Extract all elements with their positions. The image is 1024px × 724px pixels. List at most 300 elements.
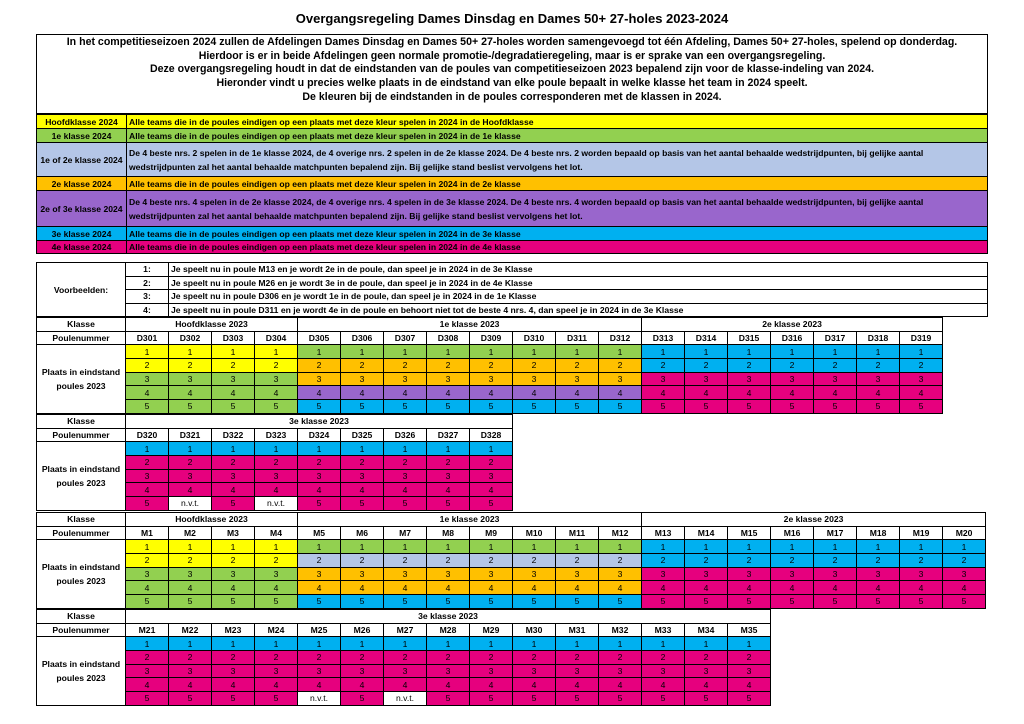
plaats-cell: 2 <box>212 554 255 568</box>
plaats-cell: 1 <box>900 540 943 554</box>
plaats-row <box>37 595 986 609</box>
plaats-cell: 5 <box>728 692 771 706</box>
plaats-cell: 4 <box>728 581 771 595</box>
plaats-cell: 4 <box>685 678 728 692</box>
legend-label: 3e klasse 2024 <box>37 227 127 241</box>
plaats-cell: 1 <box>728 540 771 554</box>
plaats-cell: 4 <box>900 581 943 595</box>
poule-number: M17 <box>814 526 857 540</box>
plaats-cell: 5 <box>642 400 685 414</box>
plaats-cell: 2 <box>728 359 771 373</box>
plaats-cell: 4 <box>169 678 212 692</box>
plaats-cell: 5 <box>771 595 814 609</box>
plaats-cell: 3 <box>341 372 384 386</box>
plaats-cell: 1 <box>685 637 728 651</box>
plaats-cell: 4 <box>126 581 169 595</box>
plaats-cell: 2 <box>298 554 341 568</box>
plaats-cell: 4 <box>642 581 685 595</box>
plaats-cell: 4 <box>513 386 556 400</box>
legend-label: 2e of 3e klasse 2024 <box>37 191 127 227</box>
poule-number: D318 <box>857 331 900 345</box>
legend-row <box>37 129 988 143</box>
poule-number: D306 <box>341 331 384 345</box>
plaats-cell: 2 <box>341 554 384 568</box>
plaats-cell: 3 <box>513 567 556 581</box>
plaats-cell: 4 <box>513 678 556 692</box>
plaats-cell: 4 <box>298 483 341 497</box>
plaats-cell: 3 <box>814 567 857 581</box>
plaats-cell: 1 <box>642 637 685 651</box>
plaats-cell: 5 <box>126 595 169 609</box>
plaats-cell: 2 <box>384 651 427 665</box>
plaats-cell: 1 <box>642 345 685 359</box>
klasse-group-header: 3e klasse 2023 <box>126 610 771 624</box>
plaats-cell: 1 <box>470 540 513 554</box>
plaats-cell: 1 <box>169 442 212 456</box>
plaats-cell: 4 <box>298 581 341 595</box>
plaats-cell: 3 <box>298 567 341 581</box>
plaats-cell: 3 <box>728 567 771 581</box>
poule-number: D308 <box>427 331 470 345</box>
plaats-cell: 3 <box>771 372 814 386</box>
plaats-cell: 4 <box>212 483 255 497</box>
poule-number: M29 <box>470 623 513 637</box>
plaats-cell: 3 <box>126 664 169 678</box>
plaats-cell: 1 <box>814 345 857 359</box>
plaats-cell: 4 <box>470 483 513 497</box>
plaats-cell: 4 <box>169 581 212 595</box>
klasse-row <box>37 610 771 624</box>
plaats-cell: 1 <box>212 442 255 456</box>
plaats-cell: 5 <box>470 595 513 609</box>
plaats-cell: 2 <box>169 651 212 665</box>
plaats-cell: 2 <box>341 651 384 665</box>
plaats-cell: 3 <box>169 664 212 678</box>
poule-number: D310 <box>513 331 556 345</box>
plaats-cell: 4 <box>126 386 169 400</box>
plaats-cell: 4 <box>556 581 599 595</box>
plaats-cell: 3 <box>900 567 943 581</box>
plaats-cell: 5 <box>298 400 341 414</box>
poule-number: M8 <box>427 526 470 540</box>
plaats-cell: 1 <box>255 442 298 456</box>
plaats-cell: 4 <box>298 386 341 400</box>
plaats-cell: 4 <box>685 386 728 400</box>
poule-number: M4 <box>255 526 298 540</box>
plaats-row <box>37 664 771 678</box>
legend-label: Hoofdklasse 2024 <box>37 115 127 129</box>
plaats-row <box>37 400 943 414</box>
plaats-cell: 3 <box>255 567 298 581</box>
poule-table <box>36 512 986 609</box>
plaats-cell: 3 <box>212 372 255 386</box>
plaats-cell: 1 <box>685 540 728 554</box>
plaats-cell: 2 <box>427 554 470 568</box>
plaats-cell: 5 <box>857 595 900 609</box>
legend-text: Alle teams die in de poules eindigen op een plaats met deze kleur spelen in 2024 in de 1e klasse <box>127 129 988 143</box>
poule-table <box>36 609 771 706</box>
plaats-cell: 5 <box>298 497 341 511</box>
plaats-cell: 1 <box>341 442 384 456</box>
legend-row <box>37 227 988 241</box>
plaats-cell: 5 <box>513 595 556 609</box>
poule-number: D311 <box>556 331 599 345</box>
plaats-cell: 4 <box>642 386 685 400</box>
legend-label: 1e of 2e klasse 2024 <box>37 143 127 177</box>
poule-number: M3 <box>212 526 255 540</box>
plaats-cell: 1 <box>341 637 384 651</box>
plaats-cell: 4 <box>728 386 771 400</box>
poule-number: M22 <box>169 623 212 637</box>
plaats-cell: 2 <box>255 456 298 470</box>
plaats-cell: 2 <box>728 554 771 568</box>
plaats-cell: 2 <box>513 359 556 373</box>
plaats-cell: 5 <box>599 692 642 706</box>
plaats-cell: 5 <box>685 595 728 609</box>
plaats-cell: 2 <box>814 554 857 568</box>
plaats-label: Plaats in eindstand poules 2023 <box>37 345 126 413</box>
plaats-cell: 1 <box>298 540 341 554</box>
poule-number: M6 <box>341 526 384 540</box>
legend-label: 2e klasse 2024 <box>37 177 127 191</box>
plaats-cell: 5 <box>642 692 685 706</box>
plaats-cell: 4 <box>212 581 255 595</box>
plaats-cell: 5 <box>341 595 384 609</box>
plaats-cell: 2 <box>556 359 599 373</box>
plaats-label: Plaats in eindstand poules 2023 <box>37 442 126 510</box>
plaats-cell: 2 <box>126 456 169 470</box>
plaats-cell: 1 <box>384 345 427 359</box>
plaats-cell: 5 <box>556 400 599 414</box>
plaats-row <box>37 567 986 581</box>
klasse-row <box>37 318 943 332</box>
plaats-cell: 2 <box>900 359 943 373</box>
plaats-cell: 5 <box>857 400 900 414</box>
plaats-cell: 3 <box>298 372 341 386</box>
plaats-cell: 3 <box>384 664 427 678</box>
poule-number: D323 <box>255 428 298 442</box>
plaats-cell: 3 <box>384 372 427 386</box>
klasse-group-header: 1e klasse 2023 <box>298 513 642 527</box>
plaats-cell: 4 <box>384 678 427 692</box>
example-row <box>37 263 988 277</box>
plaats-cell: 1 <box>857 540 900 554</box>
plaats-cell: 4 <box>771 386 814 400</box>
plaats-cell: 5 <box>728 400 771 414</box>
plaats-cell: 2 <box>814 359 857 373</box>
poule-number: M5 <box>298 526 341 540</box>
plaats-cell: 1 <box>298 637 341 651</box>
plaats-cell: 1 <box>470 345 513 359</box>
plaats-cell: 4 <box>255 483 298 497</box>
plaats-row <box>37 637 771 651</box>
poule-number: M35 <box>728 623 771 637</box>
plaats-cell: 2 <box>513 554 556 568</box>
poule-number: D324 <box>298 428 341 442</box>
plaats-cell: 2 <box>470 456 513 470</box>
poule-number: M10 <box>513 526 556 540</box>
poule-number: M31 <box>556 623 599 637</box>
poule-number: M19 <box>900 526 943 540</box>
plaats-cell: 2 <box>900 554 943 568</box>
plaats-cell: 2 <box>212 651 255 665</box>
klasse-label: Klasse <box>37 610 126 624</box>
plaats-cell: 5 <box>212 692 255 706</box>
plaats-cell: 3 <box>341 664 384 678</box>
plaats-cell: 5 <box>943 595 986 609</box>
plaats-cell: 5 <box>900 595 943 609</box>
plaats-cell: 3 <box>470 372 513 386</box>
plaats-row <box>37 651 771 665</box>
plaats-cell: 1 <box>126 540 169 554</box>
plaats-cell: 1 <box>126 442 169 456</box>
example-row <box>37 303 988 317</box>
plaats-cell: 3 <box>857 567 900 581</box>
intro-line: Hieronder vindt u precies welke plaats in de eindstand van elke poule bepaalt in welke klasse het team in 2024 speelt. <box>216 77 808 90</box>
plaats-cell: 5 <box>384 595 427 609</box>
plaats-cell: 1 <box>943 540 986 554</box>
plaats-cell: 4 <box>169 483 212 497</box>
poule-number: D315 <box>728 331 771 345</box>
plaats-cell: 5 <box>126 692 169 706</box>
poule-number: M23 <box>212 623 255 637</box>
example-number: 3: <box>126 290 169 304</box>
plaats-cell: 1 <box>427 442 470 456</box>
plaats-cell: 4 <box>427 581 470 595</box>
plaats-cell: 2 <box>685 554 728 568</box>
plaats-cell: 1 <box>341 345 384 359</box>
plaats-cell: 2 <box>126 554 169 568</box>
plaats-cell: 4 <box>341 678 384 692</box>
poule-number: D317 <box>814 331 857 345</box>
poulenummer-row <box>37 428 513 442</box>
plaats-cell: 1 <box>685 345 728 359</box>
plaats-cell: 3 <box>384 567 427 581</box>
intro-line: De kleuren bij de eindstanden in de poules corresponderen met de klassen in 2024. <box>302 90 722 103</box>
plaats-cell: 3 <box>255 664 298 678</box>
plaats-cell: 2 <box>169 554 212 568</box>
legend-row <box>37 177 988 191</box>
plaats-cell: 4 <box>470 386 513 400</box>
poule-number: M21 <box>126 623 169 637</box>
plaats-cell: 4 <box>341 483 384 497</box>
plaats-cell: 4 <box>427 386 470 400</box>
plaats-cell: 5 <box>427 400 470 414</box>
plaats-cell: 2 <box>685 359 728 373</box>
plaats-cell: 1 <box>642 540 685 554</box>
plaats-cell: 2 <box>599 651 642 665</box>
plaats-cell: 3 <box>298 664 341 678</box>
plaats-cell: 3 <box>556 372 599 386</box>
legend-text: De 4 beste nrs. 2 spelen in de 1e klasse 2024, de 4 overige nrs. 2 spelen in de 2e klasse 2024. De 4 beste nrs. 2 worden bepaald op basis van het aantal behaalde wedstrijdpunten, bij gelijke aantal wedstrijdpunten zal het aantal behaalde matchpunten bepalend zijn. Bij gelijke stand beslist vervolgens het lot. <box>127 143 988 177</box>
legend-label: 4e klasse 2024 <box>37 241 127 254</box>
klasse-row <box>37 415 513 429</box>
plaats-row <box>37 678 771 692</box>
plaats-cell: 3 <box>685 372 728 386</box>
plaats-cell: 2 <box>427 456 470 470</box>
intro-box <box>36 34 988 114</box>
plaats-cell: 4 <box>169 386 212 400</box>
plaats-cell: 3 <box>943 567 986 581</box>
plaats-cell: 3 <box>212 469 255 483</box>
plaats-cell: 3 <box>599 664 642 678</box>
poule-number: M30 <box>513 623 556 637</box>
plaats-cell: 2 <box>857 554 900 568</box>
plaats-cell: 2 <box>642 554 685 568</box>
plaats-cell: 3 <box>384 469 427 483</box>
plaats-cell: 3 <box>642 664 685 678</box>
plaats-cell: 2 <box>513 651 556 665</box>
plaats-cell: 2 <box>341 359 384 373</box>
plaats-cell: 4 <box>384 386 427 400</box>
legend-table <box>36 114 988 254</box>
plaats-cell: 1 <box>384 637 427 651</box>
plaats-row <box>37 540 986 554</box>
plaats-cell: 5 <box>513 692 556 706</box>
plaats-cell: 3 <box>212 664 255 678</box>
plaats-label: Plaats in eindstand poules 2023 <box>37 637 126 705</box>
plaats-cell: 3 <box>470 469 513 483</box>
poule-number: M2 <box>169 526 212 540</box>
plaats-row <box>37 581 986 595</box>
legend-row <box>37 241 988 254</box>
plaats-cell: 3 <box>169 567 212 581</box>
plaats-cell: 5 <box>470 497 513 511</box>
plaats-cell: n.v.t. <box>384 692 427 706</box>
poulenummer-label: Poulenummer <box>37 428 126 442</box>
plaats-cell: 2 <box>341 456 384 470</box>
plaats-cell: 2 <box>857 359 900 373</box>
plaats-cell: 5 <box>384 400 427 414</box>
plaats-cell: 4 <box>857 386 900 400</box>
plaats-cell: 4 <box>814 386 857 400</box>
plaats-cell: 1 <box>556 637 599 651</box>
legend-row <box>37 191 988 227</box>
plaats-cell: 1 <box>470 637 513 651</box>
plaats-cell: 5 <box>513 400 556 414</box>
plaats-row <box>37 442 513 456</box>
poule-number: D305 <box>298 331 341 345</box>
klasse-label: Klasse <box>37 513 126 527</box>
plaats-cell: 2 <box>642 359 685 373</box>
plaats-cell: 2 <box>771 359 814 373</box>
poule-number: D301 <box>126 331 169 345</box>
plaats-cell: 1 <box>384 540 427 554</box>
example-number: 4: <box>126 303 169 317</box>
examples-label: Voorbeelden: <box>37 263 126 317</box>
plaats-cell: 2 <box>255 651 298 665</box>
poule-number: M28 <box>427 623 470 637</box>
plaats-cell: 4 <box>814 581 857 595</box>
plaats-cell: 3 <box>341 567 384 581</box>
intro-line: In het competitieseizoen 2024 zullen de Afdelingen Dames Dinsdag en Dames 50+ 27-holes worden samengevoegd tot één Afdeling, Dames 50+ 27-holes, spelend op donderdag. <box>66 36 958 48</box>
plaats-cell: 3 <box>126 372 169 386</box>
plaats-cell: 5 <box>126 400 169 414</box>
legend-row <box>37 143 988 177</box>
legend-text: Alle teams die in de poules eindigen op een plaats met deze kleur spelen in 2024 in de 3e klasse <box>127 227 988 241</box>
poulenummer-row <box>37 331 943 345</box>
plaats-cell: 2 <box>169 456 212 470</box>
poule-number: M34 <box>685 623 728 637</box>
poule-number: D304 <box>255 331 298 345</box>
plaats-cell: 5 <box>556 595 599 609</box>
plaats-cell: 1 <box>771 540 814 554</box>
plaats-cell: 4 <box>384 483 427 497</box>
plaats-cell: 2 <box>470 359 513 373</box>
poule-number: M15 <box>728 526 771 540</box>
plaats-cell: 1 <box>384 442 427 456</box>
plaats-cell: 5 <box>341 497 384 511</box>
example-text: Je speelt nu in poule D306 en je wordt 1e in de poule, dan speel je in 2024 in de 1e Klasse <box>169 290 988 304</box>
plaats-cell: 3 <box>728 664 771 678</box>
plaats-cell: 5 <box>470 400 513 414</box>
poulenummer-label: Poulenummer <box>37 623 126 637</box>
example-text: Je speelt nu in poule M26 en je wordt 3e in de poule, dan speel je in 2024 in de 4e Klasse <box>169 276 988 290</box>
poule-number: M7 <box>384 526 427 540</box>
poule-number: D322 <box>212 428 255 442</box>
plaats-row <box>37 359 943 373</box>
plaats-cell: 4 <box>771 581 814 595</box>
legend-text: De 4 beste nrs. 4 spelen in de 2e klasse 2024, de 4 overige nrs. 4 spelen in de 3e klasse 2024. De 4 beste nrs. 4 worden bepaald op basis van het aantal behaalde wedstrijdpunten, bij gelijke aantal wedstrijdpunten zal het aantal behaalde matchpunten bepalend zijn. Bij gelijke stand beslist vervolgens het lot. <box>127 191 988 227</box>
plaats-cell: 2 <box>556 554 599 568</box>
plaats-cell: 3 <box>341 469 384 483</box>
plaats-cell: 2 <box>298 651 341 665</box>
plaats-cell: 5 <box>255 400 298 414</box>
plaats-cell: 4 <box>384 581 427 595</box>
plaats-cell: 1 <box>427 540 470 554</box>
plaats-cell: 5 <box>341 692 384 706</box>
plaats-cell: 4 <box>470 678 513 692</box>
plaats-cell: 1 <box>169 637 212 651</box>
plaats-cell: 3 <box>255 469 298 483</box>
poule-table <box>36 414 513 511</box>
poule-number: D303 <box>212 331 255 345</box>
plaats-cell: 4 <box>126 678 169 692</box>
plaats-cell: n.v.t. <box>169 497 212 511</box>
plaats-cell: 4 <box>599 581 642 595</box>
plaats-cell: 5 <box>427 497 470 511</box>
plaats-cell: 1 <box>126 637 169 651</box>
page-title: Overgangsregeling Dames Dinsdag en Dames 50+ 27-holes 2023-2024 <box>295 11 729 26</box>
plaats-cell: 2 <box>255 554 298 568</box>
plaats-cell: 4 <box>255 678 298 692</box>
plaats-cell: 2 <box>298 456 341 470</box>
plaats-cell: 5 <box>642 595 685 609</box>
plaats-cell: 3 <box>814 372 857 386</box>
plaats-cell: 3 <box>427 664 470 678</box>
plaats-cell: 3 <box>642 372 685 386</box>
plaats-cell: 1 <box>556 345 599 359</box>
plaats-cell: 4 <box>556 678 599 692</box>
plaats-cell: 3 <box>556 567 599 581</box>
klasse-label: Klasse <box>37 318 126 332</box>
plaats-cell: 2 <box>298 359 341 373</box>
plaats-cell: 4 <box>685 581 728 595</box>
plaats-cell: 3 <box>728 372 771 386</box>
legend-row <box>37 115 988 129</box>
plaats-cell: 3 <box>427 469 470 483</box>
poule-number: M18 <box>857 526 900 540</box>
plaats-cell: 2 <box>384 456 427 470</box>
plaats-cell: 4 <box>728 678 771 692</box>
poule-number: D321 <box>169 428 212 442</box>
plaats-cell: 1 <box>298 442 341 456</box>
example-row <box>37 276 988 290</box>
poulenummer-row <box>37 526 986 540</box>
plaats-row <box>37 554 986 568</box>
plaats-cell: 4 <box>556 386 599 400</box>
klasse-group-header: 2e klasse 2023 <box>642 513 986 527</box>
